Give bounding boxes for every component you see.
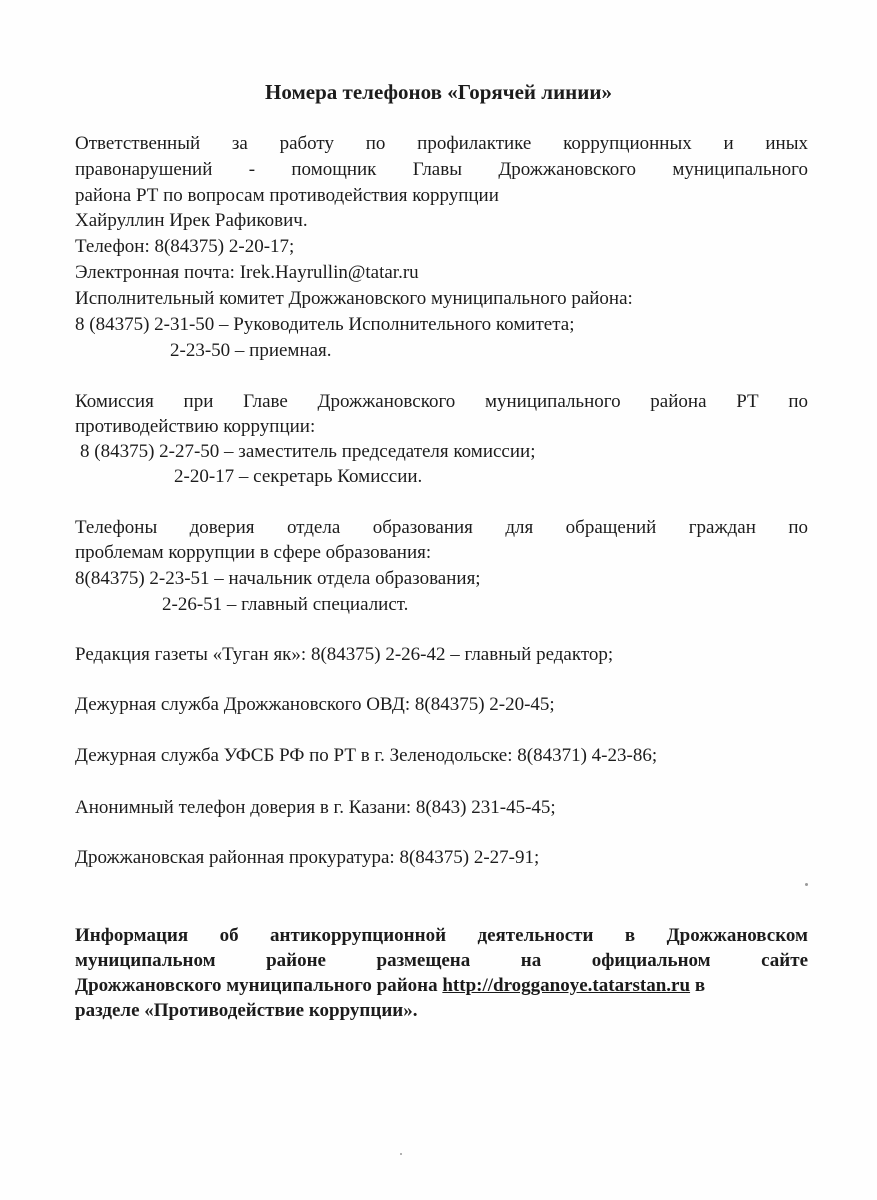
education-line1: Телефоны доверия отдела образования для обращений граждан по <box>75 517 808 538</box>
commission-deputy-phone: 8 (84375) 2-27-50 – заместитель председателя комиссии; <box>80 441 536 462</box>
info-line3-suffix: в <box>690 975 706 996</box>
ovd-phone: Дежурная служба Дрожжановского ОВД: 8(84375) 2-20-45; <box>75 694 555 715</box>
commission-line2: противодействию коррупции: <box>75 416 316 437</box>
block1-line1: Ответственный за работу по профилактике коррупционных и иных <box>75 133 808 154</box>
info-line3 <box>75 974 705 998</box>
info-line4: разделе «Противодействие коррупции». <box>75 1000 418 1021</box>
committee-reception-phone: 2-23-50 – приемная. <box>170 340 332 361</box>
education-line2: проблемам коррупции в сфере образования: <box>75 542 432 563</box>
scan-speck <box>400 1153 402 1155</box>
ufsb-phone: Дежурная служба УФСБ РФ по РТ в г. Зеленодольске: 8(84371) 4-23-86; <box>75 745 658 766</box>
responsible-name: Хайруллин Ирек Рафикович. <box>75 210 308 231</box>
block1-line2: правонарушений - помощник Главы Дрожжановского муниципального <box>75 159 808 180</box>
scan-speck <box>805 883 808 886</box>
block1-line3: района РТ по вопросам противодействия коррупции <box>75 185 499 206</box>
prosecutor-phone: Дрожжановская районная прокуратура: 8(84375) 2-27-91; <box>75 847 540 868</box>
page-title: Номера телефонов «Горячей линии» <box>265 80 612 104</box>
education-specialist-phone: 2-26-51 – главный специалист. <box>162 594 409 615</box>
education-head-phone: 8(84375) 2-23-51 – начальник отдела образования; <box>75 568 481 589</box>
anonymous-hotline-phone: Анонимный телефон доверия в г. Казани: 8(843) 231-45-45; <box>75 797 556 818</box>
newspaper-phone: Редакция газеты «Туган як»: 8(84375) 2-26-42 – главный редактор; <box>75 644 614 665</box>
info-line3-prefix: Дрожжановского муниципального района <box>75 975 443 996</box>
committee-head-phone: 8 (84375) 2-31-50 – Руководитель Исполнительного комитета; <box>75 314 575 335</box>
responsible-email: Электронная почта: Irek.Hayrullin@tatar.ru <box>75 262 419 283</box>
info-line2: муниципальном районе размещена на официальном сайте <box>75 950 808 971</box>
official-site-link[interactable]: http://drogganoye.tatarstan.ru <box>442 975 691 996</box>
commission-line1: Комиссия при Главе Дрожжановского муниципального района РТ по <box>75 391 808 412</box>
commission-secretary-phone: 2-20-17 – секретарь Комиссии. <box>174 466 423 487</box>
committee-heading: Исполнительный комитет Дрожжановского муниципального района: <box>75 288 633 309</box>
info-line1: Информация об антикоррупционной деятельности в Дрожжановском <box>75 925 808 946</box>
responsible-phone: Телефон: 8(84375) 2-20-17; <box>75 236 295 257</box>
